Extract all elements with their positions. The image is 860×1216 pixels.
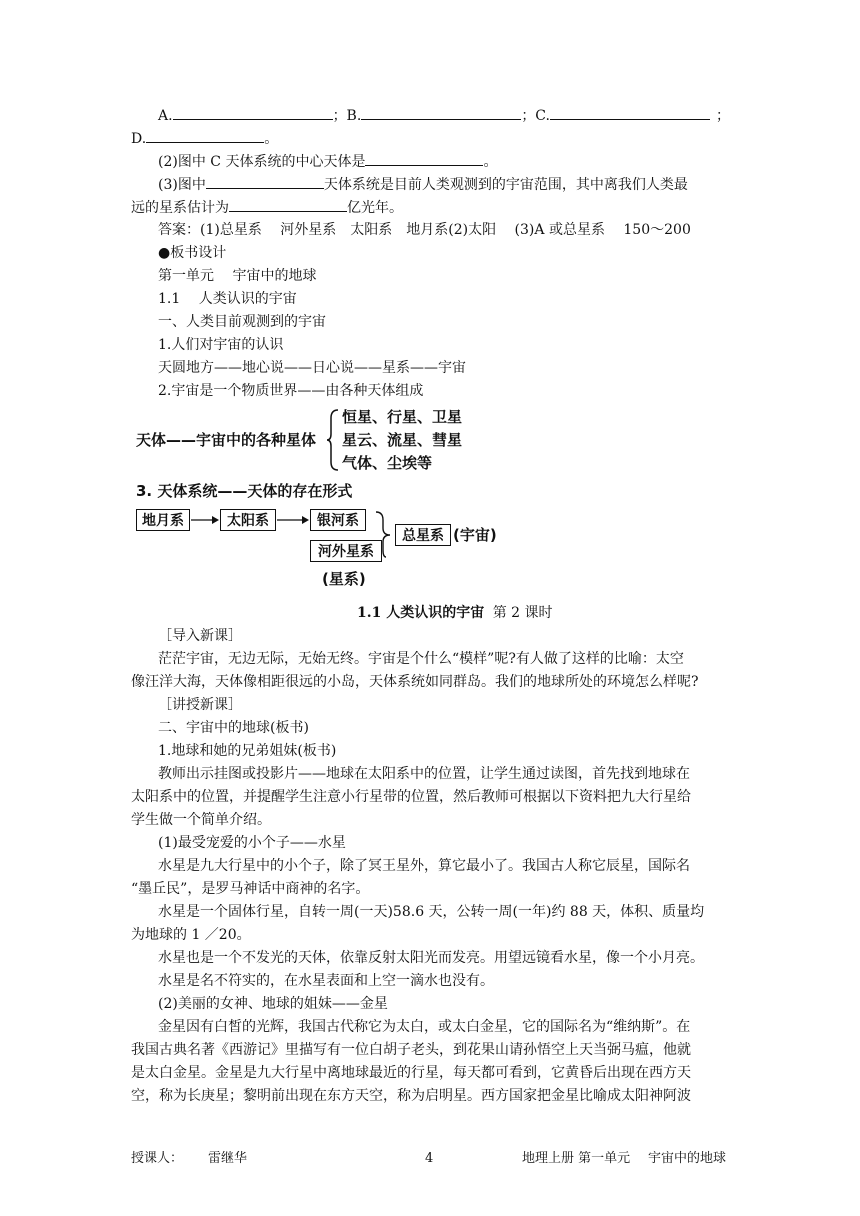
board-chain: 天圆地方——地心说——日心说——星系——宇宙	[158, 360, 466, 376]
bodies-label: 天体——宇宙中的各种星体	[136, 431, 317, 449]
blanks-line-1: A. ；B. ；C. ；	[158, 105, 730, 126]
blanks-line-2: D. 。	[131, 128, 278, 149]
question-3-line-1: (3)图中 天体系统是目前人类观测到的宇宙范围，其中离我们人类最	[158, 174, 688, 195]
subsection-1: 1.地球和她的兄弟姐妹(板书)	[158, 743, 337, 759]
mercury-para-5: 水星也是一个不发光的天体，依靠反射太阳光而发亮。用望远镜看水星，像一个小月亮。	[158, 950, 704, 966]
mercury-para-2: “墨丘民”，是罗马神话中商神的名字。	[131, 881, 370, 897]
intro-tag: ［导入新课］	[158, 628, 242, 644]
para-a-3: 学生做一个简单介绍。	[131, 812, 271, 828]
box-extragalactic: 河外星系	[310, 540, 382, 562]
footer-page-number: 4	[425, 1151, 434, 1166]
lesson2-title: 1.1 人类认识的宇宙 第 2 课时	[357, 605, 553, 621]
mercury-heading: (1)最受宠爱的小个子——水星	[158, 835, 346, 851]
board-unit: 第一单元 宇宙中的地球	[158, 268, 317, 284]
board-section-1: 一、人类目前观测到的宇宙	[158, 314, 326, 330]
section-2: 二、宇宙中的地球(板书)	[158, 720, 309, 736]
mercury-para-3: 水星是一个固体行星，自转一周(一天)58.6 天，公转一周(一年)约 88 天，体积、质量均	[158, 904, 705, 920]
footer-course: 地理上册 第一单元	[522, 1151, 631, 1166]
footer-teacher-name: 雷继华	[208, 1151, 248, 1166]
mercury-para-4: 为地球的 1 ／20。	[131, 927, 251, 943]
mercury-para-6: 水星是名不符实的，在水星表面和上空一滴水也没有。	[158, 973, 494, 989]
answer-line: 答案：(1)总星系 河外星系 太阳系 地月系(2)太阳 (3)A 或总星系 150～200	[158, 222, 691, 238]
systems-brace-icon	[376, 512, 390, 557]
para-a-2: 太阳系中的位置，并提醒学生注意小行星带的位置，然后教师可根据以下资料把九大行星给	[131, 789, 691, 805]
intro-para-2: 像汪洋大海，天体像相距很远的小岛，天体系统如同群岛。我们的地球所处的环境怎么样呢?	[131, 674, 699, 690]
footer-teacher-label: 授课人：	[131, 1151, 184, 1166]
box-solar-system: 太阳系	[220, 509, 276, 531]
question-3-line-2: 远的星系估计为 亿光年。	[131, 197, 403, 218]
venus-para-3: 是太白金星。金星是九大行星中离地球最近的行星，每天都可看到，它黄昏后出现在西方天	[131, 1065, 691, 1081]
universe-note: (宇宙)	[453, 526, 497, 544]
question-2: (2)图中 C 天体系统的中心天体是 。	[158, 151, 497, 172]
venus-para-4: 空，称为长庚星；黎明前出现在东方天空，称为启明星。西方国家把金星比喻成太阳神阿波	[131, 1088, 691, 1104]
box-earth-moon: 地月系	[136, 509, 190, 531]
para-a-1: 教师出示挂图或投影片——地球在太阳系中的位置，让学生通过读图，首先找到地球在	[158, 766, 690, 782]
mercury-para-1: 水星是九大行星中的小个子，除了冥王星外，算它最小了。我国古人称它辰星，国际名	[158, 858, 690, 874]
bodies-list-item-2: 星云、流星、彗星	[342, 431, 463, 449]
venus-para-1: 金星因有白皙的光辉，我国古代称它为太白，或太白金星，它的国际名为“维纳斯”。在	[158, 1019, 691, 1035]
intro-para-1: 茫茫宇宙，无边无际，无始无终。宇宙是个什么“模样”呢?有人做了这样的比喻：太空	[158, 651, 684, 667]
galaxies-note: (星系)	[322, 570, 366, 588]
box-milky-way: 银河系	[310, 509, 366, 531]
venus-para-2: 我国古典名著《西游记》里描写有一位白胡子老头，到花果山请孙悟空上天当弼马瘟，他就	[131, 1042, 691, 1058]
board-item-1: 1.人们对宇宙的认识	[158, 337, 284, 353]
box-total-galaxy: 总星系	[395, 524, 451, 546]
footer-unit-title: 宇宙中的地球	[648, 1151, 727, 1166]
bodies-list-item-3: 气体、尘埃等	[342, 454, 433, 472]
board-lesson: 1.1 人类认识的宇宙	[158, 291, 297, 307]
board-item-2: 2.宇宙是一个物质世界——由各种天体组成	[158, 383, 424, 399]
venus-heading: (2)美丽的女神、地球的姐妹——金星	[158, 996, 388, 1012]
arrow-icon	[191, 516, 309, 524]
teach-tag: ［讲授新课］	[158, 697, 242, 713]
bodies-list-item-1: 恒星、行星、卫星	[342, 408, 463, 426]
board-heading: ●板书设计	[158, 245, 227, 261]
systems-title: 3. 天体系统——天体的存在形式	[136, 482, 353, 500]
